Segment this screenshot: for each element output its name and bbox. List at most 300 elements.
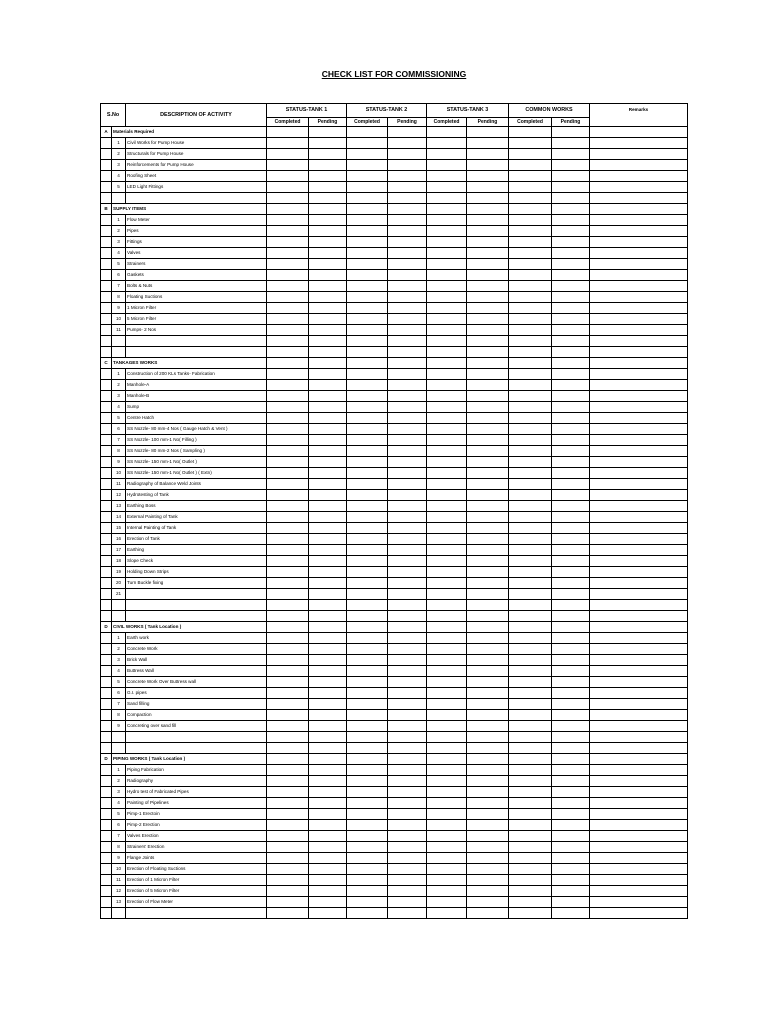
status-cell [347, 677, 388, 688]
status-cell [347, 303, 388, 314]
status-cell [309, 655, 347, 666]
letter-cell [101, 303, 112, 314]
item-description: Manhole-B [126, 391, 267, 402]
status-cell [309, 864, 347, 875]
letter-cell [101, 523, 112, 534]
status-cell [388, 182, 427, 193]
status-cell [267, 292, 309, 303]
status-cell [552, 864, 590, 875]
item-description: Valves Erection [126, 831, 267, 842]
status-cell [427, 149, 467, 160]
status-cell [388, 633, 427, 644]
status-cell [427, 534, 467, 545]
status-cell [467, 688, 509, 699]
status-cell [467, 292, 509, 303]
status-cell [427, 776, 467, 787]
status-cell [552, 798, 590, 809]
status-cell [267, 743, 309, 754]
status-cell [267, 259, 309, 270]
item-description: Painting of Pipelines [126, 798, 267, 809]
status-cell [467, 380, 509, 391]
status-cell [388, 391, 427, 402]
status-cell [552, 677, 590, 688]
status-cell [509, 435, 552, 446]
status-cell [590, 182, 688, 193]
status-cell [590, 864, 688, 875]
status-cell [388, 666, 427, 677]
item-description: G.I. pipes [126, 688, 267, 699]
status-cell [347, 413, 388, 424]
item-number: 15 [112, 523, 126, 534]
status-cell [267, 160, 309, 171]
status-cell [427, 435, 467, 446]
status-cell [552, 490, 590, 501]
status-cell [309, 732, 347, 743]
status-cell [427, 721, 467, 732]
status-cell [552, 754, 590, 765]
item-number: 4 [112, 798, 126, 809]
item-number: 10 [112, 314, 126, 325]
status-cell [388, 699, 427, 710]
table-row [101, 435, 688, 446]
item-description: Floating Suctions [126, 292, 267, 303]
table-row [101, 798, 688, 809]
table-row [101, 589, 688, 600]
status-cell [467, 699, 509, 710]
status-cell [309, 809, 347, 820]
status-cell [509, 127, 552, 138]
status-cell [309, 391, 347, 402]
status-cell [552, 523, 590, 534]
status-cell [347, 380, 388, 391]
item-number: 3 [112, 160, 126, 171]
status-cell [590, 171, 688, 182]
status-cell [347, 886, 388, 897]
letter-cell [101, 831, 112, 842]
status-cell [112, 611, 126, 622]
status-cell [552, 644, 590, 655]
item-number: 9 [112, 457, 126, 468]
letter-cell [101, 468, 112, 479]
status-cell [309, 336, 347, 347]
status-cell [467, 204, 509, 215]
status-cell [509, 468, 552, 479]
status-cell [427, 567, 467, 578]
status-cell [427, 820, 467, 831]
letter-cell [101, 314, 112, 325]
status-cell [509, 677, 552, 688]
status-cell [388, 226, 427, 237]
status-cell [388, 149, 427, 160]
status-cell [427, 908, 467, 919]
section-row [101, 754, 688, 765]
status-cell [347, 336, 388, 347]
status-cell [509, 281, 552, 292]
item-number: 1 [112, 369, 126, 380]
status-cell [427, 501, 467, 512]
status-cell [590, 842, 688, 853]
item-description: Sump [126, 402, 267, 413]
status-cell [427, 237, 467, 248]
table-row [101, 710, 688, 721]
status-cell [427, 402, 467, 413]
status-cell [509, 314, 552, 325]
status-cell [509, 908, 552, 919]
table-row [101, 457, 688, 468]
status-cell [347, 204, 388, 215]
table-row [101, 171, 688, 182]
status-cell [467, 523, 509, 534]
section-letter: C [101, 358, 112, 369]
header-row [101, 104, 688, 118]
table-row [101, 281, 688, 292]
table-row [101, 259, 688, 270]
item-number: 20 [112, 578, 126, 589]
status-cell [309, 743, 347, 754]
status-cell [590, 468, 688, 479]
item-number: 3 [112, 655, 126, 666]
status-cell [267, 380, 309, 391]
item-description: Pimp-1 Erectoin [126, 809, 267, 820]
item-number: 18 [112, 556, 126, 567]
status-cell [509, 160, 552, 171]
status-cell [126, 193, 267, 204]
status-cell [347, 182, 388, 193]
status-cell [388, 523, 427, 534]
status-cell [101, 611, 112, 622]
status-cell [347, 699, 388, 710]
status-cell [552, 886, 590, 897]
status-cell [309, 259, 347, 270]
status-cell [267, 710, 309, 721]
letter-cell [101, 886, 112, 897]
status-cell [267, 248, 309, 259]
item-description: Erection of 1 Micron Filter [126, 875, 267, 886]
status-cell [590, 578, 688, 589]
table-row [101, 413, 688, 424]
section-title: SUPPLY ITEMS [112, 204, 267, 215]
status-cell [427, 479, 467, 490]
tank1-header: STATUS-TANK 1 [267, 104, 347, 118]
status-cell [509, 347, 552, 358]
item-description: Erection of 5 Micron Filter [126, 886, 267, 897]
status-cell [388, 688, 427, 699]
status-cell [590, 633, 688, 644]
table-row [101, 160, 688, 171]
status-cell [552, 589, 590, 600]
status-cell [427, 556, 467, 567]
status-cell [590, 765, 688, 776]
status-cell [552, 633, 590, 644]
status-cell [509, 402, 552, 413]
status-cell [347, 743, 388, 754]
status-cell [467, 501, 509, 512]
status-cell [552, 303, 590, 314]
checklist-table [100, 103, 688, 919]
status-cell [552, 666, 590, 677]
status-cell [590, 743, 688, 754]
common-works-header: COMMON WORKS [509, 104, 590, 118]
status-cell [267, 413, 309, 424]
status-cell [590, 886, 688, 897]
item-description: Roofing Sheet [126, 171, 267, 182]
table-row [101, 534, 688, 545]
status-cell [590, 853, 688, 864]
status-cell [427, 248, 467, 259]
status-cell [347, 875, 388, 886]
status-cell [388, 336, 427, 347]
sno-header: S.No [101, 104, 126, 127]
item-number: 9 [112, 303, 126, 314]
status-cell [509, 138, 552, 149]
status-cell [347, 259, 388, 270]
status-cell [347, 347, 388, 358]
status-cell [427, 215, 467, 226]
status-cell [267, 226, 309, 237]
status-cell [267, 864, 309, 875]
status-cell [427, 347, 467, 358]
section-title: CIVIL WORKS ( Tank Location ) [112, 622, 267, 633]
item-number: 4 [112, 248, 126, 259]
status-cell [467, 512, 509, 523]
item-description: Strainers [126, 259, 267, 270]
letter-cell [101, 226, 112, 237]
status-cell [590, 523, 688, 534]
status-cell [590, 424, 688, 435]
status-cell [309, 149, 347, 160]
item-number: 6 [112, 424, 126, 435]
item-number: 3 [112, 391, 126, 402]
status-cell [509, 600, 552, 611]
blank-row [101, 908, 688, 919]
status-cell [309, 611, 347, 622]
status-cell [590, 556, 688, 567]
status-cell [347, 138, 388, 149]
status-cell [126, 908, 267, 919]
item-description: Pipes [126, 226, 267, 237]
letter-cell [101, 138, 112, 149]
status-cell [267, 468, 309, 479]
status-cell [347, 578, 388, 589]
status-cell [347, 809, 388, 820]
letter-cell [101, 864, 112, 875]
status-cell [590, 699, 688, 710]
status-cell [552, 732, 590, 743]
item-number: 12 [112, 490, 126, 501]
status-cell [467, 215, 509, 226]
table-row [101, 303, 688, 314]
status-cell [590, 534, 688, 545]
status-cell [309, 710, 347, 721]
status-cell [427, 864, 467, 875]
status-cell [467, 424, 509, 435]
remarks-header: Remarks [590, 104, 688, 127]
status-cell [467, 347, 509, 358]
status-cell [509, 853, 552, 864]
status-cell [552, 776, 590, 787]
status-cell [590, 215, 688, 226]
status-cell [427, 171, 467, 182]
status-cell [309, 798, 347, 809]
section-row [101, 622, 688, 633]
item-description: Earth work [126, 633, 267, 644]
status-cell [467, 127, 509, 138]
status-cell [388, 567, 427, 578]
status-cell [590, 138, 688, 149]
item-description: Strainers' Erection [126, 842, 267, 853]
status-cell [388, 446, 427, 457]
status-cell [427, 677, 467, 688]
item-number: 4 [112, 666, 126, 677]
status-cell [267, 215, 309, 226]
status-cell [467, 732, 509, 743]
status-cell [309, 721, 347, 732]
status-cell [590, 270, 688, 281]
status-cell [347, 534, 388, 545]
status-cell [590, 798, 688, 809]
status-cell [467, 567, 509, 578]
status-cell [590, 776, 688, 787]
item-number: 7 [112, 831, 126, 842]
status-cell [427, 622, 467, 633]
status-cell [267, 809, 309, 820]
status-cell [590, 831, 688, 842]
item-description: Pimp-2 Erection [126, 820, 267, 831]
item-description: Slope Check [126, 556, 267, 567]
status-cell [347, 446, 388, 457]
status-cell [509, 457, 552, 468]
status-cell [509, 501, 552, 512]
item-number: 21 [112, 589, 126, 600]
status-cell [552, 897, 590, 908]
status-cell [590, 501, 688, 512]
status-cell [347, 160, 388, 171]
status-cell [467, 259, 509, 270]
status-cell [509, 490, 552, 501]
status-cell [552, 853, 590, 864]
item-description: Bolts & Nuts [126, 281, 267, 292]
status-cell [552, 413, 590, 424]
item-description: LED Light Fittings [126, 182, 267, 193]
pending-header: Pending [309, 118, 347, 127]
status-cell [112, 743, 126, 754]
status-cell [101, 743, 112, 754]
status-cell [590, 666, 688, 677]
status-cell [388, 732, 427, 743]
status-cell [267, 842, 309, 853]
blank-row [101, 600, 688, 611]
status-cell [590, 754, 688, 765]
status-cell [467, 303, 509, 314]
item-number: 7 [112, 281, 126, 292]
status-cell [427, 490, 467, 501]
status-cell [347, 391, 388, 402]
status-cell [309, 501, 347, 512]
item-number: 16 [112, 534, 126, 545]
status-cell [347, 754, 388, 765]
status-cell [309, 435, 347, 446]
status-cell [309, 248, 347, 259]
status-cell [552, 347, 590, 358]
table-row [101, 787, 688, 798]
status-cell [509, 534, 552, 545]
status-cell [509, 688, 552, 699]
status-cell [388, 457, 427, 468]
status-cell [552, 556, 590, 567]
status-cell [309, 512, 347, 523]
item-description: Concrete Work [126, 644, 267, 655]
blank-row [101, 347, 688, 358]
status-cell [552, 215, 590, 226]
status-cell [347, 688, 388, 699]
status-cell [267, 754, 309, 765]
table-row [101, 182, 688, 193]
status-cell [467, 589, 509, 600]
status-cell [552, 765, 590, 776]
status-cell [101, 908, 112, 919]
status-cell [590, 820, 688, 831]
status-cell [388, 908, 427, 919]
status-cell [590, 435, 688, 446]
status-cell [267, 776, 309, 787]
status-cell [467, 171, 509, 182]
status-cell [590, 303, 688, 314]
status-cell [467, 270, 509, 281]
status-cell [267, 358, 309, 369]
status-cell [509, 204, 552, 215]
letter-cell [101, 215, 112, 226]
completed-header: Completed [347, 118, 388, 127]
status-cell [309, 578, 347, 589]
status-cell [509, 512, 552, 523]
status-cell [309, 204, 347, 215]
status-cell [552, 336, 590, 347]
table-row [101, 226, 688, 237]
status-cell [309, 633, 347, 644]
status-cell [309, 853, 347, 864]
status-cell [467, 479, 509, 490]
letter-cell [101, 149, 112, 160]
status-cell [347, 127, 388, 138]
status-cell [467, 743, 509, 754]
status-cell [467, 325, 509, 336]
status-cell [126, 347, 267, 358]
status-cell [267, 556, 309, 567]
item-description: Turn Buckle fixing [126, 578, 267, 589]
status-cell [509, 798, 552, 809]
status-cell [509, 446, 552, 457]
status-cell [388, 853, 427, 864]
item-description: SS Nozzle- 150 mm-1 No( Outlet ) ( Extn) [126, 468, 267, 479]
status-cell [467, 490, 509, 501]
status-cell [267, 490, 309, 501]
letter-cell [101, 666, 112, 677]
status-cell [347, 600, 388, 611]
status-cell [552, 182, 590, 193]
status-cell [267, 446, 309, 457]
table-row [101, 545, 688, 556]
letter-cell [101, 446, 112, 457]
status-cell [126, 732, 267, 743]
status-cell [388, 765, 427, 776]
status-cell [347, 358, 388, 369]
status-cell [388, 248, 427, 259]
status-cell [552, 567, 590, 578]
table-row [101, 831, 688, 842]
table-row [101, 501, 688, 512]
status-cell [509, 237, 552, 248]
status-cell [427, 655, 467, 666]
